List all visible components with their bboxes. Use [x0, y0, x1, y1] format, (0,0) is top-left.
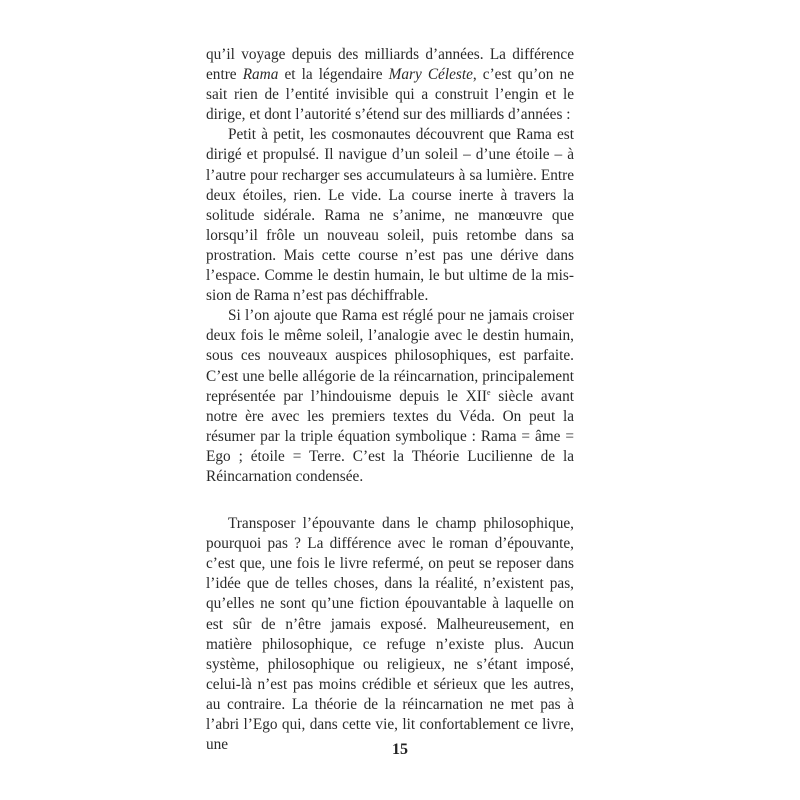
- section-break: [206, 487, 574, 514]
- page-number: 15: [392, 741, 408, 758]
- book-page-text: [206, 45, 574, 755]
- italic-mary-celeste: Mary Céleste: [388, 66, 473, 84]
- paragraph-1: [206, 45, 574, 125]
- paragraph-4: Transposer l’épouvante dans le champ philosophique, pourquoi pas ? La différence avec le roman d’épouvante, c’est que, une fois le livre refermé, on peut se reposer dans l’idée que de telles choses, dans la réalité, n’existent pas, qu’elles ne sont qu’une fiction épouvantable à laquelle on est sûr de n’être jamais exposé. Malheureusement, en matière philosophique, ce refuge n’existe plus. Aucun système, philosophique ou religieux, ne s’étant imposé, celui-là n’est pas moins crédible et sérieux que les autres, au contraire. La théorie de la réincarnation ne met pas à l’abri l’Ego qui, dans cette vie, lit confortablement ce livre, une: [206, 515, 574, 754]
- italic-rama: Rama: [242, 66, 279, 84]
- paragraph-1-text: et la légendaire: [278, 66, 389, 84]
- paragraph-2: Petit à petit, les cosmonautes découvrent que Rama est dirigé et propulsé. Il navigue d’un soleil – d’une étoile – à l’autre pour recharger ses accumulateurs à sa lumière. Entre deux étoiles, rien. Le vide. La course inerte à travers la solitude sidérale. Rama ne s’anime, ne manœuvre que lorsqu’il frôle un nouveau soleil, puis retombe dans sa prostration. Mais cette course n’est pas une dérive dans l’espace. Comme le destin humain, le but ultime de la mission de Rama n’est pas déchiffrable.: [206, 126, 574, 305]
- paragraph-3-text: siècle avant notre ère avec les premiers textes du Véda. On peut la résumer par la triple équation symbolique : Rama = âme = Ego ; étoile = Terre. C’est la Théorie Lucilienne de la Réincarnation condensée.: [206, 387, 574, 485]
- paragraph-3-text: Si l’on ajoute que Rama est réglé pour ne jamais croiser deux fois le même soleil, l’analogie avec le destin humain, sous ces nouveaux auspices philosophiques, est parfaite. C’est une belle allégorie de la réincarnation, principalement représentée par l’hindouisme depuis le XII: [206, 307, 574, 405]
- superscript-e: e: [486, 387, 491, 397]
- paragraph-3: [206, 306, 574, 487]
- paragraph-1-text: , c’est qu’on ne sait rien de l’entité invisible qui a construit l’engin et le dirige, et dont l’autorité s’étend sur des milliards d’années :: [206, 66, 574, 124]
- paragraph-1-text: qu’il voyage depuis des milliards d’années. La différence entre: [206, 46, 574, 84]
